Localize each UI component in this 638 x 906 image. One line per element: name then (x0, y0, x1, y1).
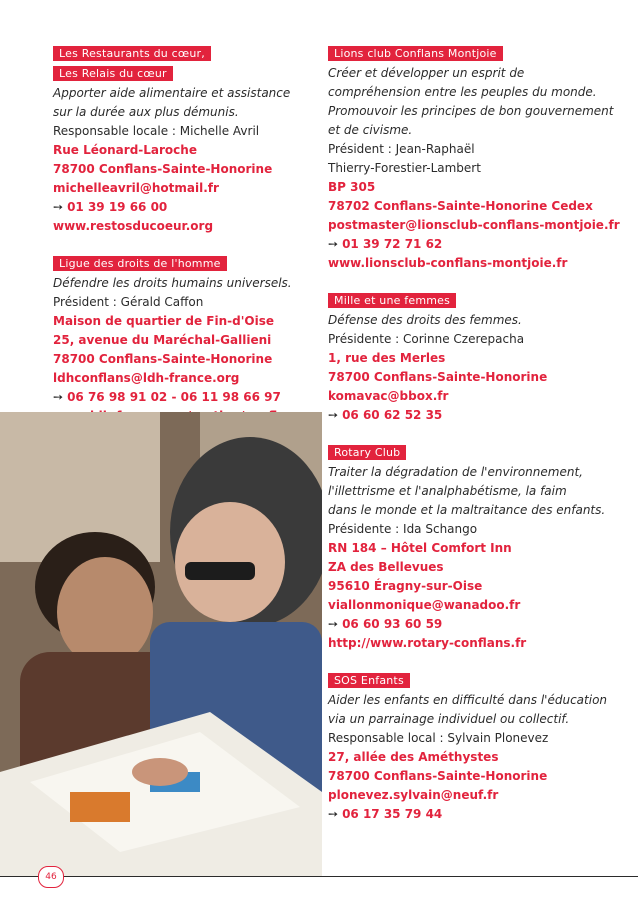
address-line: 78700 Conflans-Sainte-Honorine (53, 352, 273, 366)
contact-person: Thierry-Forestier-Lambert (328, 161, 481, 175)
contact-person: Présidente : Ida Schango (328, 522, 478, 536)
address-line: 78702 Conflans-Sainte-Honorine Cedex (328, 199, 593, 213)
section-label-lions: Lions club Conflans Montjoie (328, 46, 503, 61)
description-line: dans le monde et la maltraitance des enfants. (328, 503, 606, 517)
arrow-icon: ➙ (328, 237, 339, 251)
website-link[interactable]: www.restosducoeur.org (53, 219, 214, 233)
arrow-icon: ➙ (53, 200, 64, 214)
email-link[interactable]: komavac@bbox.fr (328, 389, 449, 403)
email-link[interactable]: plonevez.sylvain@neuf.fr (328, 788, 499, 802)
contact-person: Président : Jean-Raphaël (328, 142, 475, 156)
section-label-sos: SOS Enfants (328, 673, 410, 688)
address-line: RN 184 – Hôtel Comfort Inn (328, 541, 512, 555)
arrow-icon: ➙ (328, 807, 339, 821)
section-label-restos: Les Restaurants du cœur, (53, 46, 211, 61)
address-line: 25, avenue du Maréchal-Gallieni (53, 333, 272, 347)
section-label-rotary: Rotary Club (328, 445, 406, 460)
address-line: ZA des Bellevues (328, 560, 444, 574)
email-link[interactable]: viallonmonique@wanadoo.fr (328, 598, 521, 612)
entry-rotary-club (328, 443, 628, 653)
description-line: compréhension entre les peuples du monde. (328, 85, 597, 99)
photo-illustration (0, 412, 322, 876)
phone-number[interactable]: 01 39 19 66 00 (67, 200, 168, 214)
description-line: Aider les enfants en difficulté dans l'éducation (328, 693, 608, 707)
entry-sos-enfants (328, 671, 628, 824)
contact-person: Présidente : Corinne Czerepacha (328, 332, 525, 346)
phone-line (328, 615, 628, 634)
contact-person: Président : Gérald Caffon (53, 295, 204, 309)
description-line: Créer et développer un esprit de (328, 66, 525, 80)
address-line: 95610 Éragny-sur-Oise (328, 579, 483, 593)
description-line: et de civisme. (328, 123, 413, 137)
arrow-icon: ➙ (328, 408, 339, 422)
address-line: 78700 Conflans-Sainte-Honorine (328, 370, 548, 384)
address-line: 78700 Conflans-Sainte-Honorine (53, 162, 273, 176)
section-label-relais: Les Relais du cœur (53, 66, 173, 81)
description-line: Défendre les droits humains universels. (53, 276, 292, 290)
website-link[interactable]: http://www.rotary-conflans.fr (328, 636, 527, 650)
section-label-mille: Mille et une femmes (328, 293, 456, 308)
entry-lions-club (328, 44, 628, 273)
phone-line (53, 198, 315, 217)
entry-ldh (53, 254, 315, 426)
phone-line (328, 406, 628, 425)
photo-child-reading (0, 412, 322, 876)
phone-line (328, 805, 628, 824)
page-number: 46 (38, 866, 64, 888)
description-line: l'illettrisme et l'analphabétisme, la faim (328, 484, 567, 498)
email-link[interactable]: postmaster@lionsclub-conflans-montjoie.fr (328, 218, 620, 232)
description-line: Apporter aide alimentaire et assistance (53, 86, 291, 100)
phone-line (53, 388, 315, 407)
phone-number[interactable]: 06 60 62 52 35 (342, 408, 443, 422)
address-line: 27, allée des Améthystes (328, 750, 499, 764)
description-line: Défense des droits des femmes. (328, 313, 522, 327)
website-link[interactable]: www.lionsclub-conflans-montjoie.fr (328, 256, 568, 270)
description-line: Traiter la dégradation de l'environnement, (328, 465, 583, 479)
entry-mille-et-une-femmes (328, 291, 628, 425)
description-line: sur la durée aux plus démunis. (53, 105, 239, 119)
section-label-ldh: Ligue des droits de l'homme (53, 256, 227, 271)
description-line: via un parrainage individuel ou collectif. (328, 712, 570, 726)
address-line: Maison de quartier de Fin-d'Oise (53, 314, 274, 328)
phone-number[interactable]: 01 39 72 71 62 (342, 237, 443, 251)
phone-line (328, 235, 628, 254)
address-line: Rue Léonard-Laroche (53, 143, 197, 157)
right-column (328, 44, 628, 838)
contact-person: Responsable local : Sylvain Plonevez (328, 731, 549, 745)
email-link[interactable]: michelleavril@hotmail.fr (53, 181, 219, 195)
address-line: 78700 Conflans-Sainte-Honorine (328, 769, 548, 783)
phone-number[interactable]: 06 17 35 79 44 (342, 807, 443, 821)
contact-person: Responsable locale : Michelle Avril (53, 124, 260, 138)
address-line: 1, rue des Merles (328, 351, 446, 365)
phone-number[interactable]: 06 76 98 91 02 - 06 11 98 66 97 (67, 390, 281, 404)
arrow-icon: ➙ (53, 390, 64, 404)
address-line: BP 305 (328, 180, 376, 194)
email-link[interactable]: ldhconflans@ldh-france.org (53, 371, 240, 385)
footer-rule (0, 876, 638, 877)
entry-restos-du-coeur (53, 44, 315, 236)
phone-number[interactable]: 06 60 93 60 59 (342, 617, 443, 631)
left-column (53, 44, 315, 440)
description-line: Promouvoir les principes de bon gouvernement (328, 104, 614, 118)
arrow-icon: ➙ (328, 617, 339, 631)
